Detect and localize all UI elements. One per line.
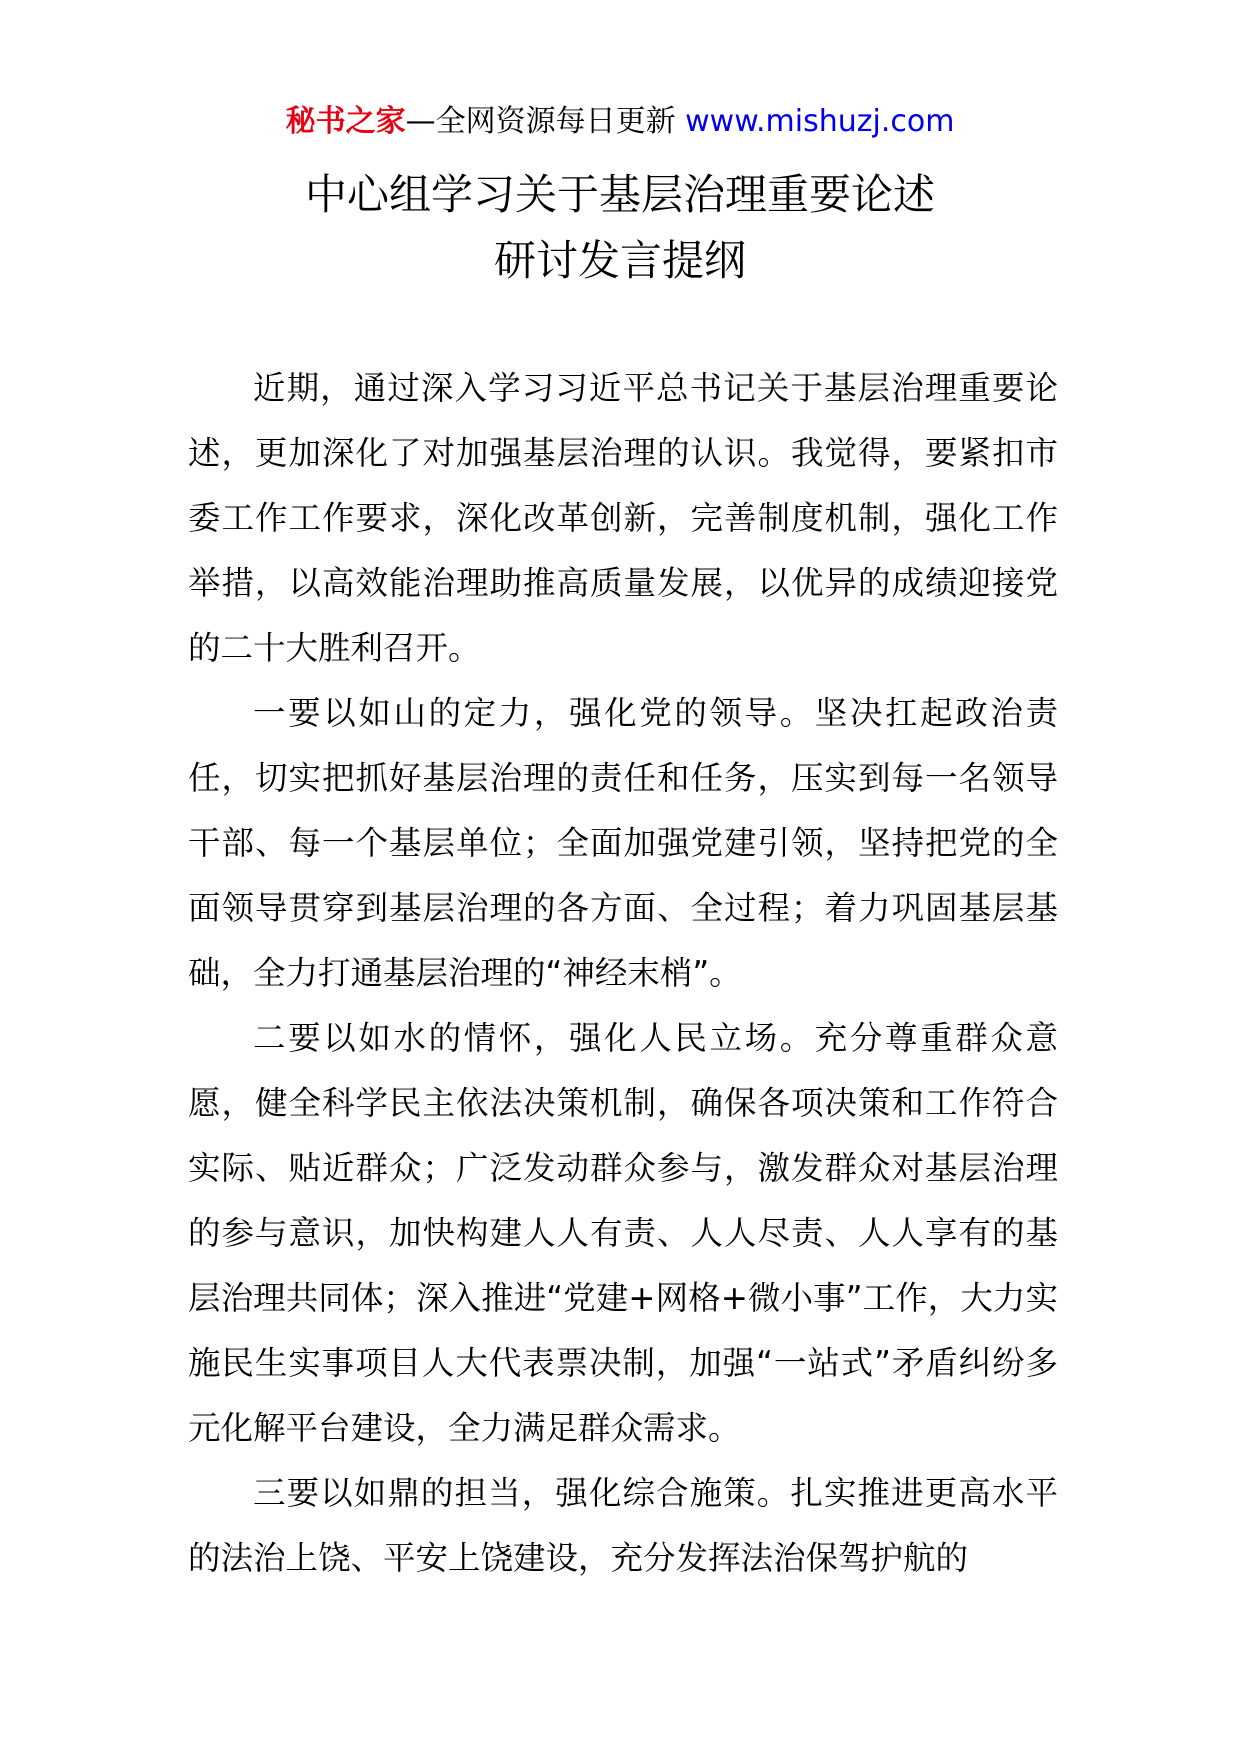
paragraph-point-3: 三要以如鼎的担当，强化综合施策。扎实推进更高水平的法治上饶、平安上饶建设，充分发挥法治保驾护航的 (188, 1474, 1058, 1577)
header-tagline: —全网资源每日更新 (405, 104, 686, 139)
document-body (188, 356, 1058, 1591)
paragraph-point-2: 二要以如水的情怀，强化人民立场。充分尊重群众意愿，健全科学民主依法决策机制，确保各项决策和工作符合实际、贴近群众；广泛发动群众参与，激发群众对基层治理的参与意识，加快构建人人有责、人人尽责、人人享有的基层治理共同体；深入推进“党建+网格+微小事”工作，大力实施民生实事项目人大代表票决制，加强“一站式”矛盾纠纷多元化解平台建设，全力满足群众需求。 (188, 1019, 1058, 1447)
paragraph-point-1: 一要以如山的定力，强化党的领导。坚决扛起政治责任，切实把抓好基层治理的责任和任务，压实到每一名领导干部、每一个基层单位；全面加强党建引领，坚持把党的全面领导贯穿到基层治理的各方面、全过程；着力巩固基层基础，全力打通基层治理的“神经末梢”。 (188, 694, 1058, 992)
title-line-1: 中心组学习关于基层治理重要论述 (304, 170, 935, 219)
site-header (0, 100, 1240, 144)
brand-name: 秘书之家 (285, 104, 406, 139)
paragraph-intro: 近期，通过深入学习习近平总书记关于基层治理重要论述，更加深化了对加强基层治理的认识。我觉得，要紧扣市委工作工作要求，深化改革创新，完善制度机制，强化工作举措，以高效能治理助推高质量发展，以优异的成绩迎接党的二十大胜利召开。 (188, 369, 1058, 667)
title-line-2: 研讨发言提纲 (493, 236, 746, 285)
document-title (0, 162, 1240, 294)
site-link[interactable]: www.mishuzj.com (685, 104, 955, 139)
